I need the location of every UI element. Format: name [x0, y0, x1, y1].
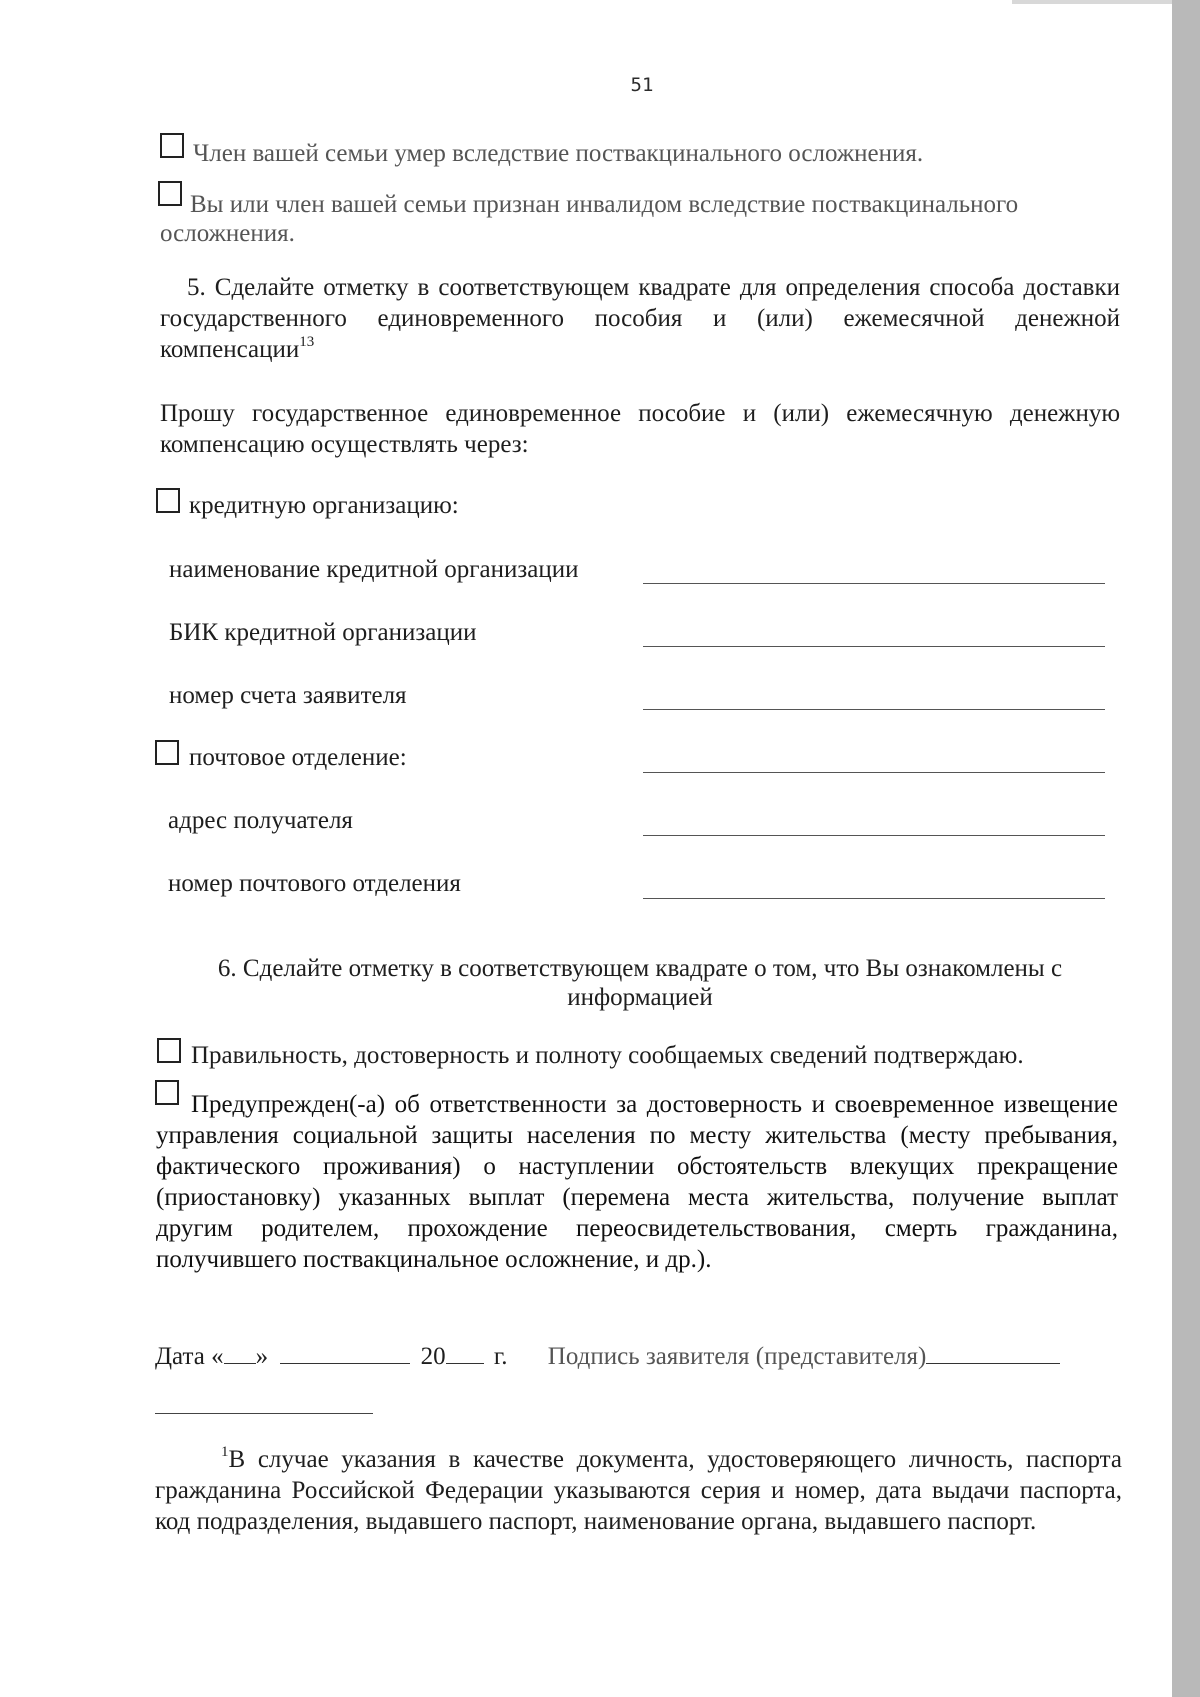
footnote-number: 1 [221, 1443, 229, 1460]
credit-name-label: наименование кредитной организации [169, 556, 579, 583]
post-office-field[interactable] [643, 772, 1105, 773]
year-prefix: 20 [420, 1343, 446, 1370]
section6-heading-line1: 6. Сделайте отметку в соответствующем квадрате о том, что Вы ознакомлены с [217, 955, 1063, 982]
post-office-number-field[interactable] [643, 898, 1105, 899]
post-office-number-label: номер почтового отделения [168, 870, 461, 897]
family-death-text: Член вашей семьи умер вследствие поствакцинального осложнения. [193, 140, 924, 167]
section6-heading-line2: информацией [567, 984, 713, 1011]
disability-text-line2: осложнения. [160, 220, 295, 247]
checkbox-disability[interactable] [158, 181, 182, 206]
bik-field[interactable] [643, 646, 1105, 647]
date-day-field[interactable] [224, 1339, 256, 1364]
signature-field[interactable] [926, 1339, 1060, 1364]
signature-label: Подпись заявителя (представителя) [547, 1343, 927, 1370]
credit-name-field[interactable] [643, 583, 1105, 584]
recipient-address-field[interactable] [643, 835, 1105, 836]
checkbox-family-death[interactable] [160, 133, 184, 158]
year-suffix: г. [493, 1343, 508, 1370]
date-month-field[interactable] [280, 1339, 410, 1364]
date-signature-row [155, 1339, 1060, 1372]
date-suffix: » [255, 1343, 269, 1370]
section5-request: Прошу государственное единовременное пособие и (или) ежемесячную денежную компенсацию осуществлять через: [160, 400, 1120, 458]
footnote-reference: 13 [299, 333, 315, 350]
post-option-label: почтовое отделение: [189, 744, 407, 771]
scan-page-edge [1172, 0, 1200, 1697]
recipient-address-label: адрес получателя [168, 807, 353, 834]
checkbox-post-office[interactable] [155, 740, 179, 765]
checkbox-confirm-accuracy[interactable] [157, 1038, 181, 1063]
footnote [155, 1444, 1122, 1537]
section5-heading-text: 5. Сделайте отметку в соответствующем квадрате для определения способа доставки государственного единовременного пособия и (или) ежемесячной денежной компенсации [160, 274, 1120, 363]
warning-text: Предупрежден(-а) об ответственности за достоверность и своевременное извещение управления социальной защиты населения по месту жительства (месту пребывания, фактического проживания) о наступлении обстоятельств влекущих прекращение (приостановку) указанных выплат (перемена места жительства, получение выплат другим родителем, прохождение переосвидетельствования, смерть гражданина, получившего поствакцинальное осложнение, и др.). [156, 1091, 1118, 1273]
date-year-field[interactable] [446, 1339, 484, 1364]
disability-text-line1: Вы или член вашей семьи признан инвалидом вследствие поствакцинального [190, 191, 1019, 218]
scan-top-edge [1012, 0, 1172, 4]
date-prefix: Дата « [155, 1343, 224, 1370]
checkbox-credit-organization[interactable] [156, 488, 180, 513]
bik-label: БИК кредитной организации [169, 619, 477, 646]
footnote-text: В случае указания в качестве документа, удостоверяющего личность, паспорта гражданина Российской Федерации указываются серия и номер, дата выдачи паспорта, код подразделения, выдавшего паспорт, наименование органа, выдавшего паспорт. [155, 1446, 1122, 1535]
footnote-separator [155, 1413, 373, 1414]
confirm-accuracy-text: Правильность, достоверность и полноту сообщаемых сведений подтверждаю. [191, 1042, 1024, 1069]
account-number-field[interactable] [643, 709, 1105, 710]
page-number: 51 [630, 74, 654, 96]
account-number-label: номер счета заявителя [169, 682, 407, 709]
credit-option-label: кредитную организацию: [189, 492, 459, 519]
section5-heading [160, 272, 1120, 365]
